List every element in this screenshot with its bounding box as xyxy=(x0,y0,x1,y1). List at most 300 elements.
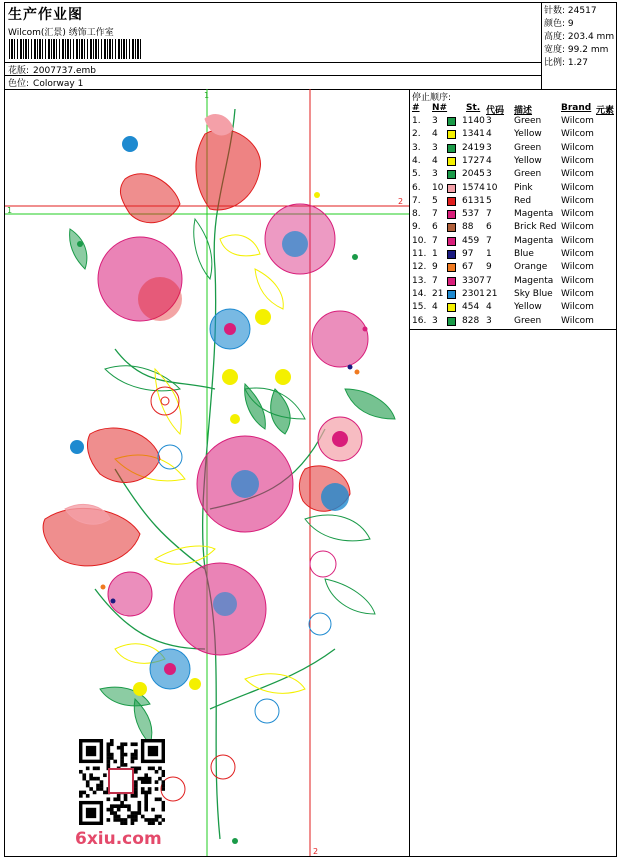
cell-brand: Wilcom xyxy=(561,195,594,206)
col-header-element: 元素 xyxy=(596,106,615,116)
cell-st: 97 xyxy=(462,249,474,259)
cell-desc: Brick Red xyxy=(514,222,557,233)
qr-module xyxy=(124,742,128,746)
qr-module xyxy=(134,742,138,746)
qr-module xyxy=(89,787,93,791)
qr-module xyxy=(120,749,124,753)
qr-module xyxy=(117,746,121,750)
stat-value: 24517 xyxy=(567,6,597,16)
cell-brand: Wilcom xyxy=(561,222,594,233)
cell-code: 5 xyxy=(486,195,492,206)
qr-module xyxy=(134,756,138,760)
colorway-value: Colorway 1 xyxy=(33,79,84,89)
watermark: 6xiu.com xyxy=(75,829,162,849)
qr-module xyxy=(86,780,90,784)
qr-module xyxy=(82,773,86,777)
colorway-field xyxy=(8,76,83,89)
qr-module xyxy=(117,808,121,812)
cell-st: 2301 xyxy=(462,288,485,299)
qr-module xyxy=(120,822,124,825)
production-sheet xyxy=(4,2,617,857)
qr-module xyxy=(100,780,104,784)
qr-module xyxy=(137,804,141,808)
cell-idx: 9. xyxy=(412,222,421,233)
qr-module xyxy=(82,791,86,795)
stat-height xyxy=(544,31,616,44)
qr-module xyxy=(110,804,114,808)
qr-module xyxy=(107,763,111,767)
qr-module xyxy=(131,756,135,760)
qr-module xyxy=(100,787,104,791)
qr-module xyxy=(124,763,128,767)
qr-module xyxy=(93,791,97,795)
cell-brand: Wilcom xyxy=(561,155,594,166)
qr-module xyxy=(120,742,124,746)
qr-module xyxy=(124,804,128,808)
stat-value: 203.4 mm xyxy=(567,32,615,42)
cell-desc: Yellow xyxy=(514,155,542,166)
cell-n: 3 xyxy=(432,116,438,126)
cell-desc: Orange xyxy=(514,262,548,273)
qr-module xyxy=(134,791,138,795)
table-row xyxy=(410,169,616,182)
qr-module xyxy=(103,773,107,777)
qr-module xyxy=(148,822,152,825)
table-row xyxy=(410,249,616,262)
divider xyxy=(5,75,541,76)
cell-brand: Wilcom xyxy=(561,129,594,140)
qr-module xyxy=(113,811,117,815)
stat-value: 9 xyxy=(567,19,574,29)
qr-module xyxy=(141,815,145,819)
qr-module xyxy=(86,767,90,771)
qr-module xyxy=(120,746,124,750)
cell-idx: 13. xyxy=(412,275,427,286)
qr-module xyxy=(120,756,124,760)
qr-module xyxy=(100,784,104,788)
qr-module xyxy=(113,818,117,822)
color-swatch xyxy=(447,250,456,259)
cell-brand: Wilcom xyxy=(561,209,594,220)
qr-module xyxy=(144,773,148,777)
qr-module xyxy=(144,777,148,781)
cell-brand: Wilcom xyxy=(561,249,594,259)
qr-module xyxy=(158,815,162,819)
qr-module xyxy=(110,753,114,757)
cell-idx: 3. xyxy=(412,142,421,153)
cell-brand: Wilcom xyxy=(561,182,594,193)
qr-module xyxy=(86,784,90,788)
qr-module xyxy=(137,767,141,771)
col-header-st: St. xyxy=(466,103,481,113)
cell-code: 3 xyxy=(486,116,492,126)
cell-brand: Wilcom xyxy=(561,262,594,273)
qr-module xyxy=(107,760,111,764)
color-swatch xyxy=(447,317,456,326)
cell-st: 1140 xyxy=(462,116,485,126)
qr-module xyxy=(89,773,93,777)
color-swatch xyxy=(447,223,456,232)
qr-module xyxy=(134,815,138,819)
col-header-n: N# xyxy=(432,103,448,113)
cell-code: 6 xyxy=(486,222,492,233)
qr-module xyxy=(131,794,135,798)
stat-value: 1.27 xyxy=(567,58,588,68)
qr-finder xyxy=(148,746,158,756)
qr-module xyxy=(79,794,83,798)
table-row xyxy=(410,196,616,209)
qr-module xyxy=(107,753,111,757)
qr-module xyxy=(134,780,138,784)
cell-code: 4 xyxy=(486,129,492,140)
qr-module xyxy=(107,746,111,750)
cell-desc: Magenta xyxy=(514,209,554,220)
cell-code: 10 xyxy=(486,182,498,193)
qr-module xyxy=(110,756,114,760)
sheet-body xyxy=(5,89,616,856)
company-name: Wilcom(汇景) 绣饰工作室 xyxy=(8,28,114,38)
cell-st: 1574 xyxy=(462,182,485,193)
qr-module xyxy=(124,797,128,801)
cell-code: 3 xyxy=(486,142,492,153)
qr-module xyxy=(120,753,124,757)
qr-module xyxy=(134,767,138,771)
pattern-value: 2007737.emb xyxy=(33,66,97,76)
design-preview xyxy=(5,89,410,856)
qr-module xyxy=(162,787,165,791)
cell-st: 454 xyxy=(462,302,480,313)
qr-module xyxy=(79,791,83,795)
qr-module xyxy=(113,804,117,808)
color-swatch xyxy=(447,117,456,126)
qr-module xyxy=(162,773,165,777)
qr-module xyxy=(144,818,148,822)
cell-st: 6131 xyxy=(462,195,485,206)
qr-module xyxy=(144,791,148,795)
qr-module xyxy=(134,770,138,774)
cell-code: 3 xyxy=(486,169,492,180)
cell-code: 3 xyxy=(486,315,492,326)
cell-desc: Yellow xyxy=(514,129,542,140)
qr-module xyxy=(110,742,114,746)
cell-brand: Wilcom xyxy=(561,235,594,246)
qr-module xyxy=(141,780,145,784)
qr-module xyxy=(117,818,121,822)
col-header-code: 代码 xyxy=(486,106,505,116)
table-row xyxy=(410,209,616,222)
qr-module xyxy=(107,797,111,801)
color-swatch xyxy=(447,184,456,193)
qr-module xyxy=(155,797,159,801)
qr-module xyxy=(148,767,152,771)
qr-module xyxy=(151,808,155,812)
header-left xyxy=(5,3,541,89)
stat-label: 宽度: xyxy=(544,45,566,55)
cell-st: 67 xyxy=(462,262,474,273)
cell-desc: Green xyxy=(514,169,542,180)
cell-idx: 4. xyxy=(412,155,421,166)
cell-desc: Green xyxy=(514,142,542,153)
qr-module xyxy=(96,784,100,788)
qr-module xyxy=(155,770,159,774)
table-row xyxy=(410,262,616,275)
qr-module xyxy=(110,739,114,743)
cell-desc: Green xyxy=(514,116,542,126)
qr-module xyxy=(113,815,117,819)
qr-module xyxy=(144,794,148,798)
stat-colors xyxy=(544,18,616,31)
table-row xyxy=(410,143,616,156)
cell-code: 7 xyxy=(486,275,492,286)
cell-brand: Wilcom xyxy=(561,315,594,326)
qr-module xyxy=(137,811,141,815)
qr-module xyxy=(110,811,114,815)
cell-desc: Yellow xyxy=(514,302,542,313)
barcode-icon xyxy=(9,39,141,59)
cell-brand: Wilcom xyxy=(561,116,594,126)
qr-code-svg xyxy=(79,739,165,825)
qr-module xyxy=(155,787,159,791)
cell-n: 7 xyxy=(432,209,438,220)
color-swatch xyxy=(447,130,456,139)
qr-module xyxy=(86,794,90,798)
qr-module xyxy=(131,811,135,815)
qr-module xyxy=(141,787,145,791)
qr-module xyxy=(162,784,165,788)
qr-module xyxy=(120,801,124,805)
cell-idx: 11. xyxy=(412,249,427,259)
qr-module xyxy=(148,777,152,781)
qr-module xyxy=(96,787,100,791)
cell-desc: Blue xyxy=(514,249,534,259)
red-bell-flowers xyxy=(43,114,350,565)
table-row xyxy=(410,316,616,329)
qr-module xyxy=(117,804,121,808)
qr-module xyxy=(93,777,97,781)
cell-desc: Pink xyxy=(514,182,533,193)
cell-n: 21 xyxy=(432,288,444,299)
cell-idx: 12. xyxy=(412,262,427,273)
qr-module xyxy=(103,791,107,795)
color-swatch xyxy=(447,303,456,312)
table-row xyxy=(410,302,616,315)
qr-finder xyxy=(86,746,96,756)
qr-module xyxy=(155,815,159,819)
qr-module xyxy=(155,818,159,822)
qr-module xyxy=(96,767,100,771)
col-header-desc: 描述 xyxy=(514,106,533,116)
qr-module xyxy=(127,815,131,819)
table-row xyxy=(410,236,616,249)
qr-module xyxy=(120,763,124,767)
qr-module xyxy=(127,804,131,808)
qr-module xyxy=(124,822,128,825)
qr-module xyxy=(131,760,135,764)
cell-st: 537 xyxy=(462,209,480,220)
guide-v2-label: 2 xyxy=(313,847,319,856)
qr-module xyxy=(117,797,121,801)
qr-module xyxy=(144,797,148,801)
qr-module xyxy=(107,749,111,753)
cell-idx: 2. xyxy=(412,129,421,140)
cell-desc: Red xyxy=(514,195,532,206)
qr-module xyxy=(134,749,138,753)
qr-module xyxy=(155,780,159,784)
cell-desc: Magenta xyxy=(514,275,554,286)
cell-idx: 14. xyxy=(412,288,427,299)
cell-brand: Wilcom xyxy=(561,275,594,286)
cell-idx: 8. xyxy=(412,209,421,220)
qr-module xyxy=(131,822,135,825)
color-swatch xyxy=(447,277,456,286)
cell-n: 4 xyxy=(432,302,438,313)
color-swatch xyxy=(447,170,456,179)
cell-st: 3307 xyxy=(462,275,485,286)
qr-finder xyxy=(86,808,96,818)
cell-code: 9 xyxy=(486,262,492,273)
qr-module xyxy=(124,753,128,757)
cell-idx: 16. xyxy=(412,315,427,326)
stop-sequence-title: 停止顺序: xyxy=(412,93,452,103)
qr-module xyxy=(137,777,141,781)
qr-module xyxy=(134,818,138,822)
table-row xyxy=(410,183,616,196)
qr-module xyxy=(79,770,83,774)
col-header-brand: Brand xyxy=(561,103,592,113)
color-swatch xyxy=(447,237,456,246)
qr-module xyxy=(120,760,124,764)
cell-n: 9 xyxy=(432,262,438,273)
stat-label: 比例: xyxy=(544,58,566,68)
cell-idx: 1. xyxy=(412,116,421,126)
qr-module xyxy=(107,742,111,746)
qr-module xyxy=(137,801,141,805)
cell-n: 3 xyxy=(432,169,438,180)
qr-module xyxy=(162,780,165,784)
cell-n: 4 xyxy=(432,129,438,140)
cell-n: 5 xyxy=(432,195,438,206)
cell-idx: 15. xyxy=(412,302,427,313)
stat-stitches xyxy=(544,5,616,18)
qr-module xyxy=(131,753,135,757)
qr-module xyxy=(107,756,111,760)
cell-n: 7 xyxy=(432,275,438,286)
table-row xyxy=(410,129,616,142)
cell-n: 3 xyxy=(432,315,438,326)
qr-module xyxy=(120,804,124,808)
qr-module xyxy=(158,822,162,825)
qr-module xyxy=(141,791,145,795)
qr-module xyxy=(162,804,165,808)
cell-n: 1 xyxy=(432,249,438,259)
seal-stamp-icon xyxy=(109,769,133,793)
pattern-label: 花版: xyxy=(8,66,30,76)
qr-module xyxy=(137,808,141,812)
qr-module xyxy=(124,794,128,798)
qr-module xyxy=(144,804,148,808)
qr-module xyxy=(144,780,148,784)
embroidery-design-icon xyxy=(5,89,409,856)
cell-n: 10 xyxy=(432,182,444,193)
cell-st: 2419 xyxy=(462,142,485,153)
stats-panel xyxy=(541,3,616,89)
color-swatch xyxy=(447,290,456,299)
qr-module xyxy=(151,818,155,822)
qr-module xyxy=(144,808,148,812)
color-swatch xyxy=(447,263,456,272)
cell-n: 4 xyxy=(432,155,438,166)
qr-module xyxy=(113,760,117,764)
cell-brand: Wilcom xyxy=(561,142,594,153)
qr-code-icon xyxy=(79,739,165,825)
cell-code: 4 xyxy=(486,155,492,166)
cell-st: 88 xyxy=(462,222,474,233)
qr-module xyxy=(151,822,155,825)
qr-module xyxy=(134,811,138,815)
qr-module xyxy=(162,808,165,812)
color-swatch xyxy=(447,197,456,206)
guide-h1-label: 1 xyxy=(7,206,13,215)
stat-label: 颜色: xyxy=(544,19,566,29)
stat-label: 高度: xyxy=(544,32,566,42)
cell-idx: 10. xyxy=(412,235,427,246)
table-row xyxy=(410,222,616,235)
qr-module xyxy=(148,818,152,822)
table-row xyxy=(410,276,616,289)
qr-module xyxy=(141,777,145,781)
cell-st: 1341 xyxy=(462,129,485,140)
qr-module xyxy=(120,818,124,822)
qr-module xyxy=(158,767,162,771)
qr-module xyxy=(117,815,121,819)
page-title: 生产作业图 xyxy=(8,7,83,23)
color-swatch xyxy=(447,210,456,219)
qr-module xyxy=(131,815,135,819)
qr-module xyxy=(134,787,138,791)
qr-module xyxy=(144,801,148,805)
cell-code: 7 xyxy=(486,235,492,246)
qr-module xyxy=(148,780,152,784)
qr-module xyxy=(162,818,165,822)
qr-module xyxy=(117,794,121,798)
stat-width xyxy=(544,44,616,57)
table-row xyxy=(410,116,616,129)
table-row xyxy=(410,156,616,169)
table-row xyxy=(410,289,616,302)
guide-v1-label: 1 xyxy=(204,91,210,100)
qr-module xyxy=(124,818,128,822)
qr-module xyxy=(107,808,111,812)
cell-st: 2045 xyxy=(462,169,485,180)
qr-module xyxy=(96,777,100,781)
qr-module xyxy=(162,770,165,774)
guide-h2-label: 2 xyxy=(398,197,404,206)
qr-module xyxy=(113,797,117,801)
col-header-idx: # xyxy=(412,103,420,113)
qr-module xyxy=(131,742,135,746)
stop-sequence-table xyxy=(410,89,616,330)
cell-n: 7 xyxy=(432,235,438,246)
cell-desc: Green xyxy=(514,315,542,326)
cell-brand: Wilcom xyxy=(561,302,594,313)
qr-module xyxy=(158,797,162,801)
qr-module xyxy=(82,777,86,781)
cell-brand: Wilcom xyxy=(561,169,594,180)
qr-module xyxy=(127,808,131,812)
qr-module xyxy=(93,767,97,771)
qr-module xyxy=(162,801,165,805)
stat-label: 针数: xyxy=(544,6,566,16)
